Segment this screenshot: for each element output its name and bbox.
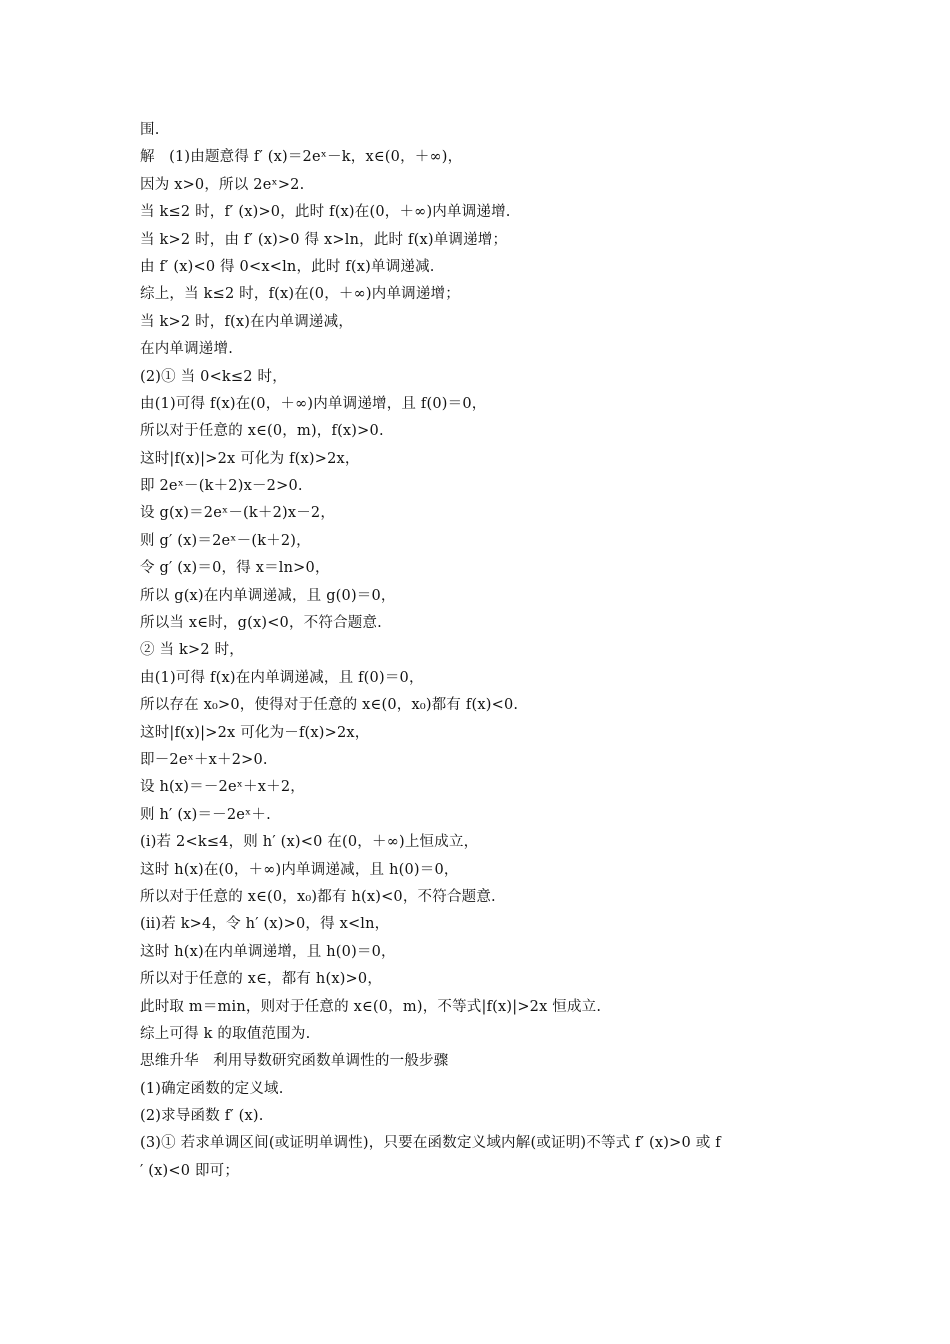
text-line: 在内单调递增. [140, 341, 234, 358]
section-heading: 思维升华 利用导数研究函数单调性的一般步骤 [140, 1053, 449, 1070]
text-line: 这时|f(x)|>2x 可化为－f(x)>2x， [140, 724, 370, 741]
text-line: (2)求导函数 f′ (x). [140, 1108, 264, 1125]
text-line: 因为 x>0，所以 2eˣ>2. [140, 176, 305, 193]
text-line: 令 g′ (x)＝0，得 x＝ln>0， [140, 560, 330, 577]
text-line: 所以对于任意的 x∈，都有 h(x)>0， [140, 971, 383, 988]
text-line: 这时 h(x)在(0，＋∞)内单调递减，且 h(0)＝0， [140, 861, 459, 878]
text-line: 所以存在 x₀>0，使得对于任意的 x∈(0，x₀)都有 f(x)<0. [140, 697, 519, 714]
text-line: 即－2eˣ＋x＋2>0. [140, 751, 268, 768]
text-line: 由(1)可得 f(x)在内单调递减，且 f(0)＝0， [140, 669, 424, 686]
text-line: 由(1)可得 f(x)在(0，＋∞)内单调递增，且 f(0)＝0， [140, 395, 487, 412]
text-line: 即 2eˣ－(k＋2)x－2>0. [140, 478, 303, 495]
text-line: 当 k≤2 时，f′ (x)>0，此时 f(x)在(0，＋∞)内单调递增. [140, 204, 511, 221]
text-line: 当 k>2 时，由 f′ (x)>0 得 x>ln，此时 f(x)单调递增； [140, 231, 508, 248]
text-line: 设 h(x)＝－2eˣ＋x＋2， [140, 779, 305, 796]
text-line: 当 k>2 时，f(x)在内单调递减， [140, 313, 354, 330]
text-line: 解 (1)由题意得 f′ (x)＝2eˣ－k，x∈(0，＋∞)， [140, 149, 463, 166]
text-line: (2)① 当 0<k≤2 时， [140, 368, 287, 385]
text-line: 设 g(x)＝2eˣ－(k＋2)x－2， [140, 505, 336, 522]
text-line: 这时 h(x)在内单调递增，且 h(0)＝0， [140, 943, 396, 960]
text-line: (1)确定函数的定义域. [140, 1080, 284, 1097]
text-line: (3)① 若求单调区间(或证明单调性)，只要在函数定义域内解(或证明)不等式 f′ (x)>0 或 f [140, 1135, 721, 1152]
text-line: ′ (x)<0 即可； [140, 1162, 240, 1179]
text-line: (ⅱ)若 k>4，令 h′ (x)>0，得 x<ln， [140, 916, 390, 933]
text-line: (ⅰ)若 2<k≤4，则 h′ (x)<0 在(0，＋∞)上恒成立， [140, 834, 479, 851]
document-body [140, 117, 830, 1185]
text-line: 则 h′ (x)＝－2eˣ＋. [140, 806, 271, 823]
text-line: 所以对于任意的 x∈(0，m)，f(x)>0. [140, 423, 384, 440]
text-line: 所以当 x∈时，g(x)<0，不符合题意. [140, 615, 382, 632]
text-line: 则 g′ (x)＝2eˣ－(k＋2)， [140, 532, 311, 549]
text-line: 此时取 m＝min，则对于任意的 x∈(0，m)，不等式|f(x)|>2x 恒成立. [140, 998, 602, 1015]
text-line: ② 当 k>2 时， [140, 642, 244, 659]
text-line: 围. [140, 122, 160, 138]
text-line: 这时|f(x)|>2x 可化为 f(x)>2x， [140, 450, 360, 467]
text-line: 所以 g(x)在内单调递减，且 g(0)＝0， [140, 587, 396, 604]
text-line: 由 f′ (x)<0 得 0<x<ln，此时 f(x)单调递减. [140, 258, 435, 275]
text-line: 综上，当 k≤2 时，f(x)在(0，＋∞)内单调递增； [140, 286, 460, 303]
text-line: 综上可得 k 的取值范围为. [140, 1025, 311, 1042]
text-line: 所以对于任意的 x∈(0，x₀)都有 h(x)<0，不符合题意. [140, 888, 496, 905]
